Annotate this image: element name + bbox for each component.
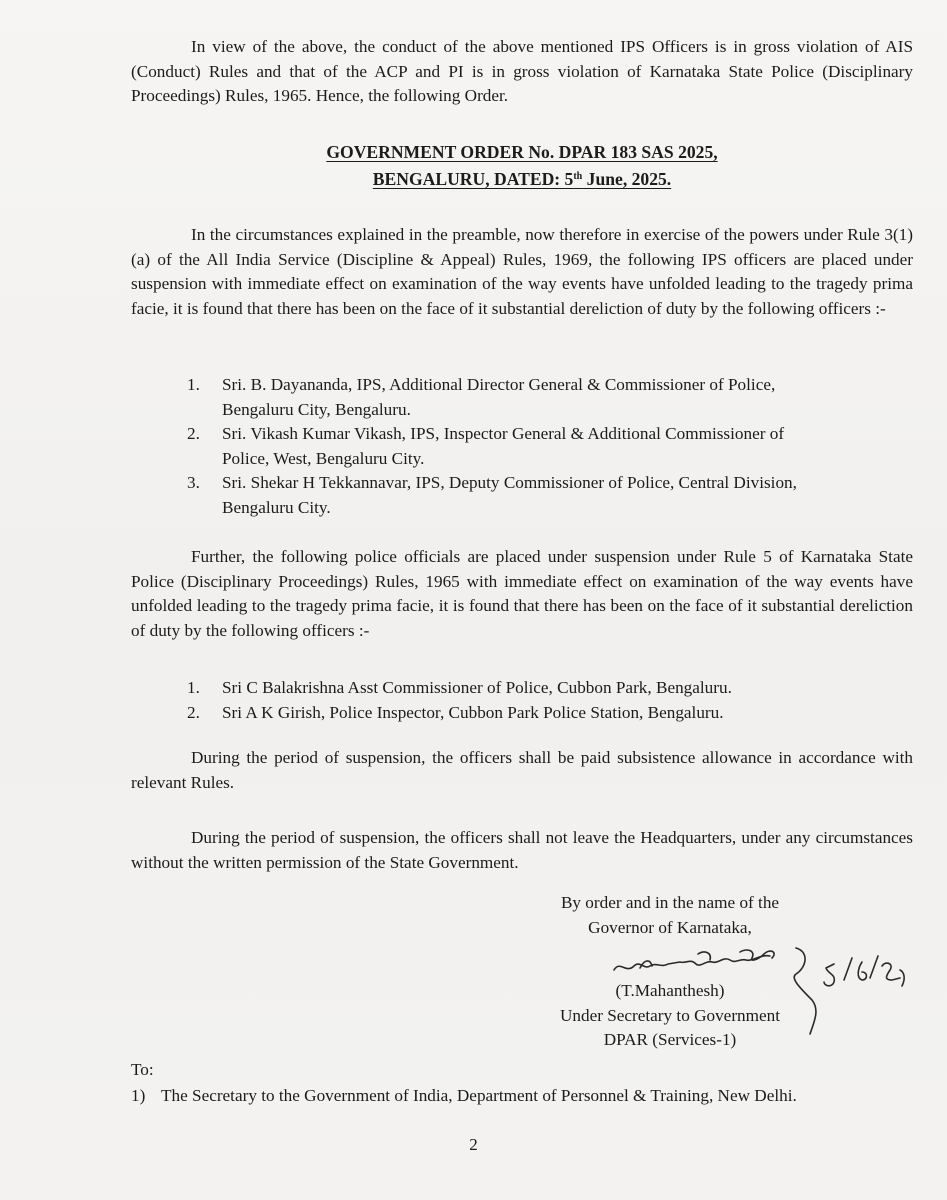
further-paragraph: Further, the following police officials are placed under suspension under Rule 5 of Karnataka State Police (Disciplinary Proceedings) Rules, 1965 with immediate effect on examination of the way events have unfolded leading to the tragedy prima facie, it is found that there has been on the face of it substantial dereliction of duty by the following officers :-	[131, 547, 913, 640]
list-item: 2. Sri A K Girish, Police Inspector, Cubbon Park Police Station, Bengaluru.	[187, 702, 724, 722]
headquarters-paragraph: During the period of suspension, the officers shall not leave the Headquarters, under any circumstances without the written permission of the State Government.	[131, 828, 913, 872]
signatory-name: (T.Mahanthesh)	[615, 981, 725, 1000]
page-number: 2	[469, 1135, 478, 1154]
signatory-department: DPAR (Services-1)	[603, 1030, 737, 1049]
police-officials-list	[187, 676, 887, 725]
list-item: 1. Sri C Balakrishna Asst Commissioner of Police, Cubbon Park, Bengaluru.	[187, 678, 732, 697]
list-item: 3. Sri. Shekar H Tekkannavar, IPS, Deputy Commissioner of Police, Central Division, Bengaluru City.	[187, 473, 797, 517]
signatory-designation: Under Secretary to Government	[559, 1005, 780, 1025]
list-item: 2. Sri. Vikash Kumar Vikash, IPS, Inspector General & Additional Commissioner of Police, West, Bengaluru City.	[187, 424, 785, 468]
order-heading	[131, 140, 913, 191]
order-date: BENGALURU, DATED: 5th June, 2025.	[372, 168, 672, 189]
allowance-paragraph: During the period of suspension, the officers shall be paid subsistence allowance in accordance with relevant Rules.	[131, 748, 913, 792]
signatory-block	[500, 979, 840, 1053]
recipients-label: To:	[131, 1060, 154, 1079]
ips-officers-list	[187, 373, 827, 520]
recipient-item: 1) The Secretary to the Government of India, Department of Personnel & Training, New Delhi.	[131, 1086, 797, 1105]
list-item: 1. Sri. B. Dayananda, IPS, Additional Director General & Commissioner of Police, Bengaluru City, Bengaluru.	[187, 375, 776, 419]
order-number: GOVERNMENT ORDER No. DPAR 183 SAS 2025,	[326, 142, 718, 162]
intro-paragraph: In view of the above, the conduct of the above mentioned IPS Officers is in gross violation of AIS (Conduct) Rules and that of the ACP and PI is in gross violation of Karnataka State Police (Disciplinary Proceedings) Rules, 1965. Hence, the following Order.	[131, 37, 913, 105]
preamble-paragraph: In the circumstances explained in the preamble, now therefore in exercise of the powers under Rule 3(1)(a) of the All India Service (Discipline & Appeal) Rules, 1969, the following IPS officers are placed under suspension with immediate effect on examination of the way events have unfolded leading to the tragedy prima facie, it is found that there has been on the face of it substantial dereliction of duty by the following officers :-	[131, 225, 913, 318]
authority-block: By order and in the name of the Governor of Karnataka,	[560, 893, 780, 937]
